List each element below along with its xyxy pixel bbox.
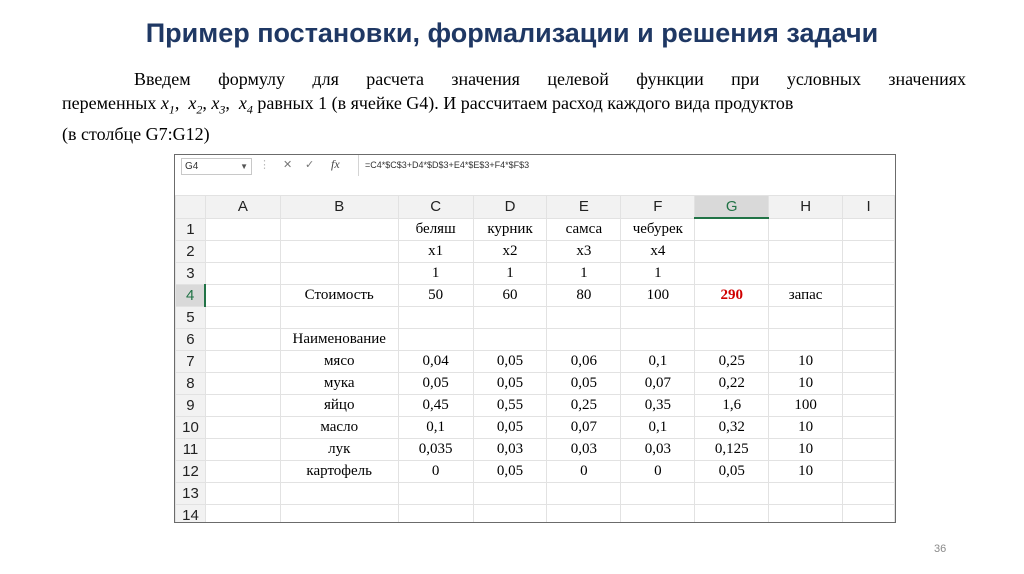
row-header[interactable]: 1	[176, 218, 206, 241]
row-header[interactable]: 14	[176, 505, 206, 524]
cell[interactable]: 0,25	[547, 395, 621, 417]
cell[interactable]	[280, 483, 398, 505]
cell[interactable]: 0,04	[398, 351, 473, 373]
cell[interactable]	[695, 307, 769, 329]
variable-x3: $x_3$	[211, 93, 226, 117]
cell[interactable]: 1	[621, 263, 695, 285]
cell[interactable]: 0,05	[398, 373, 473, 395]
column-header[interactable]: B	[280, 196, 398, 219]
row-header-selected[interactable]: 4	[176, 285, 206, 307]
table-row	[176, 417, 895, 439]
cell[interactable]	[398, 329, 473, 351]
cell[interactable]: мясо	[280, 351, 398, 373]
cell[interactable]	[205, 307, 280, 329]
cell[interactable]: 10	[769, 351, 843, 373]
cell[interactable]: курник	[473, 218, 547, 241]
cell[interactable]	[547, 505, 621, 524]
cell[interactable]	[769, 329, 843, 351]
cell[interactable]: 0,07	[621, 373, 695, 395]
cell[interactable]: 80	[547, 285, 621, 307]
cell[interactable]	[695, 263, 769, 285]
cell[interactable]	[843, 373, 895, 395]
cell[interactable]: x4	[621, 241, 695, 263]
cell[interactable]: 1	[398, 263, 473, 285]
cell[interactable]	[843, 351, 895, 373]
table-row	[176, 307, 895, 329]
cell[interactable]: 0,55	[473, 395, 547, 417]
cell[interactable]	[769, 483, 843, 505]
cell[interactable]	[843, 395, 895, 417]
cell[interactable]	[205, 505, 280, 524]
row-header[interactable]: 7	[176, 351, 206, 373]
cell[interactable]: 0	[621, 461, 695, 483]
cell[interactable]	[621, 307, 695, 329]
variable-x2: $x_2$	[188, 93, 203, 117]
cell[interactable]	[843, 439, 895, 461]
cell[interactable]: 0,05	[473, 373, 547, 395]
cell[interactable]	[769, 218, 843, 241]
cell[interactable]: яйцо	[280, 395, 398, 417]
cell[interactable]	[769, 307, 843, 329]
cell[interactable]: 0	[398, 461, 473, 483]
cell[interactable]	[205, 417, 280, 439]
slide-title: Пример постановки, формализации и решения задачи	[145, 18, 879, 48]
table-row	[176, 218, 895, 241]
cell[interactable]	[843, 417, 895, 439]
cell[interactable]	[205, 483, 280, 505]
row-header[interactable]: 5	[176, 307, 206, 329]
row-header[interactable]: 13	[176, 483, 206, 505]
cell[interactable]	[769, 505, 843, 524]
cell[interactable]	[769, 241, 843, 263]
cell[interactable]	[473, 307, 547, 329]
row-header[interactable]: 6	[176, 329, 206, 351]
column-header[interactable]: I	[843, 196, 895, 219]
cell[interactable]	[398, 483, 473, 505]
select-all-corner[interactable]	[176, 196, 206, 219]
cell[interactable]: 50	[398, 285, 473, 307]
table-row	[176, 351, 895, 373]
cell[interactable]: 0,05	[695, 461, 769, 483]
cell[interactable]: масло	[280, 417, 398, 439]
cell[interactable]	[205, 218, 280, 241]
table-row	[176, 241, 895, 263]
cell[interactable]	[473, 329, 547, 351]
cell[interactable]	[843, 307, 895, 329]
cell[interactable]	[769, 263, 843, 285]
row-header[interactable]: 11	[176, 439, 206, 461]
cell[interactable]: 1,6	[695, 395, 769, 417]
cell[interactable]	[547, 307, 621, 329]
ribbon-gap	[175, 177, 895, 195]
column-header[interactable]: A	[205, 196, 280, 219]
cell[interactable]	[205, 241, 280, 263]
description-paragraph	[62, 67, 966, 146]
column-header[interactable]: F	[621, 196, 695, 219]
cell[interactable]	[205, 461, 280, 483]
column-header[interactable]: H	[769, 196, 843, 219]
table-row	[176, 285, 895, 307]
cell[interactable]: 0,125	[695, 439, 769, 461]
cell[interactable]	[205, 329, 280, 351]
cell[interactable]	[695, 505, 769, 524]
row-header[interactable]: 10	[176, 417, 206, 439]
cell[interactable]	[280, 307, 398, 329]
cell[interactable]: 60	[473, 285, 547, 307]
column-header[interactable]: E	[547, 196, 621, 219]
cell[interactable]: 10	[769, 373, 843, 395]
cell[interactable]: 0,1	[398, 417, 473, 439]
paragraph-line-3: (в столбце G7:G12)	[62, 123, 210, 144]
cell[interactable]	[398, 505, 473, 524]
cell[interactable]: x3	[547, 241, 621, 263]
cell[interactable]	[621, 329, 695, 351]
paragraph-line-1: Введем формулу для расчета значения целевой функции при условных значениях	[134, 69, 966, 89]
spreadsheet-screenshot	[174, 154, 896, 523]
cell[interactable]: 0,05	[473, 351, 547, 373]
cell[interactable]: 1	[473, 263, 547, 285]
cell[interactable]: 1	[547, 263, 621, 285]
table-row	[176, 483, 895, 505]
cell[interactable]	[205, 373, 280, 395]
cell[interactable]	[547, 483, 621, 505]
formula-input[interactable]: =C4*$C$3+D4*$D$3+E4*$E$3+F4*$F$3	[358, 155, 885, 176]
cell[interactable]: лук	[280, 439, 398, 461]
row-header[interactable]: 8	[176, 373, 206, 395]
cell[interactable]: 0,25	[695, 351, 769, 373]
cell[interactable]	[843, 241, 895, 263]
cell[interactable]	[695, 218, 769, 241]
column-header[interactable]: C	[398, 196, 473, 219]
table-row	[176, 263, 895, 285]
cell[interactable]: мука	[280, 373, 398, 395]
cell[interactable]	[843, 505, 895, 524]
cell[interactable]	[473, 505, 547, 524]
table-row	[176, 395, 895, 417]
table-row	[176, 373, 895, 395]
cell[interactable]: 10	[769, 461, 843, 483]
cell[interactable]	[621, 505, 695, 524]
cell[interactable]	[205, 263, 280, 285]
cell[interactable]	[398, 307, 473, 329]
cell[interactable]	[473, 483, 547, 505]
cell[interactable]: 10	[769, 417, 843, 439]
cell[interactable]	[205, 285, 280, 307]
cell[interactable]	[843, 483, 895, 505]
cell[interactable]: 0,1	[621, 417, 695, 439]
row-header[interactable]: 12	[176, 461, 206, 483]
table-row	[176, 439, 895, 461]
column-header-row	[176, 196, 895, 219]
cell[interactable]: Стоимость	[280, 285, 398, 307]
cell[interactable]: 0,22	[695, 373, 769, 395]
cell[interactable]	[205, 439, 280, 461]
cell[interactable]	[280, 505, 398, 524]
cell[interactable]	[843, 461, 895, 483]
cell[interactable]: 0,45	[398, 395, 473, 417]
cell[interactable]	[695, 483, 769, 505]
variable-x4: $x_4$	[238, 93, 253, 117]
cell[interactable]	[843, 329, 895, 351]
cell[interactable]: 0,03	[547, 439, 621, 461]
cell[interactable]: 10	[769, 439, 843, 461]
enter-icon[interactable]: ✓	[305, 159, 315, 171]
paragraph-line-2: переменных $x_1$, $x_2$, $x_3$, $x_4$ равных 1 (в ячейке G4). И рассчитаем расход каждого вида продуктов	[62, 93, 794, 117]
cell[interactable]: 0,03	[621, 439, 695, 461]
cell[interactable]: x1	[398, 241, 473, 263]
cancel-icon[interactable]: ✕	[283, 159, 293, 171]
table-row	[176, 329, 895, 351]
paragraph-text: равных 1 (в ячейке G4). И рассчитаем расход каждого вида продуктов	[252, 93, 794, 113]
cell[interactable]: 100	[769, 395, 843, 417]
cell[interactable]: 0,03	[473, 439, 547, 461]
paragraph-text: переменных	[62, 93, 161, 113]
cell[interactable]	[280, 218, 398, 241]
variable-x1: $x_1$	[160, 93, 175, 117]
cell-grid	[175, 195, 895, 523]
cell[interactable]	[695, 329, 769, 351]
table-row	[176, 461, 895, 483]
column-header-selected[interactable]: G	[695, 196, 769, 219]
column-header[interactable]: D	[473, 196, 547, 219]
cell[interactable]	[280, 263, 398, 285]
cell[interactable]	[695, 241, 769, 263]
page-number: 36	[934, 543, 947, 555]
chevron-down-icon[interactable]: ▼	[240, 162, 248, 171]
row-header[interactable]: 2	[176, 241, 206, 263]
cell[interactable]	[547, 329, 621, 351]
cell[interactable]: Наименование	[280, 329, 398, 351]
cell[interactable]	[621, 483, 695, 505]
cell[interactable]	[280, 241, 398, 263]
cell[interactable]	[843, 263, 895, 285]
cell[interactable]: 0,05	[473, 417, 547, 439]
cell[interactable]: 0,32	[695, 417, 769, 439]
cell[interactable]: 0,35	[621, 395, 695, 417]
cell[interactable]: 0,1	[621, 351, 695, 373]
cell[interactable]: 0,07	[547, 417, 621, 439]
drag-handle-icon: ⋮	[259, 159, 270, 171]
cell[interactable]: беляш	[398, 218, 473, 241]
fx-icon[interactable]: fx	[331, 157, 340, 171]
cell[interactable]	[843, 218, 895, 241]
cell[interactable]: 0	[547, 461, 621, 483]
cell[interactable]: 0,06	[547, 351, 621, 373]
cell[interactable]: картофель	[280, 461, 398, 483]
cell[interactable]	[843, 285, 895, 307]
cell[interactable]	[205, 351, 280, 373]
cell[interactable]: 100	[621, 285, 695, 307]
name-box[interactable]: G4 ▼	[181, 158, 252, 175]
cell[interactable]: x2	[473, 241, 547, 263]
row-header[interactable]: 3	[176, 263, 206, 285]
row-header[interactable]: 9	[176, 395, 206, 417]
cell[interactable]: запас	[769, 285, 843, 307]
active-cell-objective[interactable]: 290	[695, 285, 769, 307]
cell[interactable]	[205, 395, 280, 417]
cell[interactable]: 0,05	[547, 373, 621, 395]
formula-bar	[175, 155, 895, 178]
cell[interactable]: 0,05	[473, 461, 547, 483]
table-row	[176, 505, 895, 524]
cell[interactable]: 0,035	[398, 439, 473, 461]
cell[interactable]: чебурек	[621, 218, 695, 241]
cell[interactable]: самса	[547, 218, 621, 241]
